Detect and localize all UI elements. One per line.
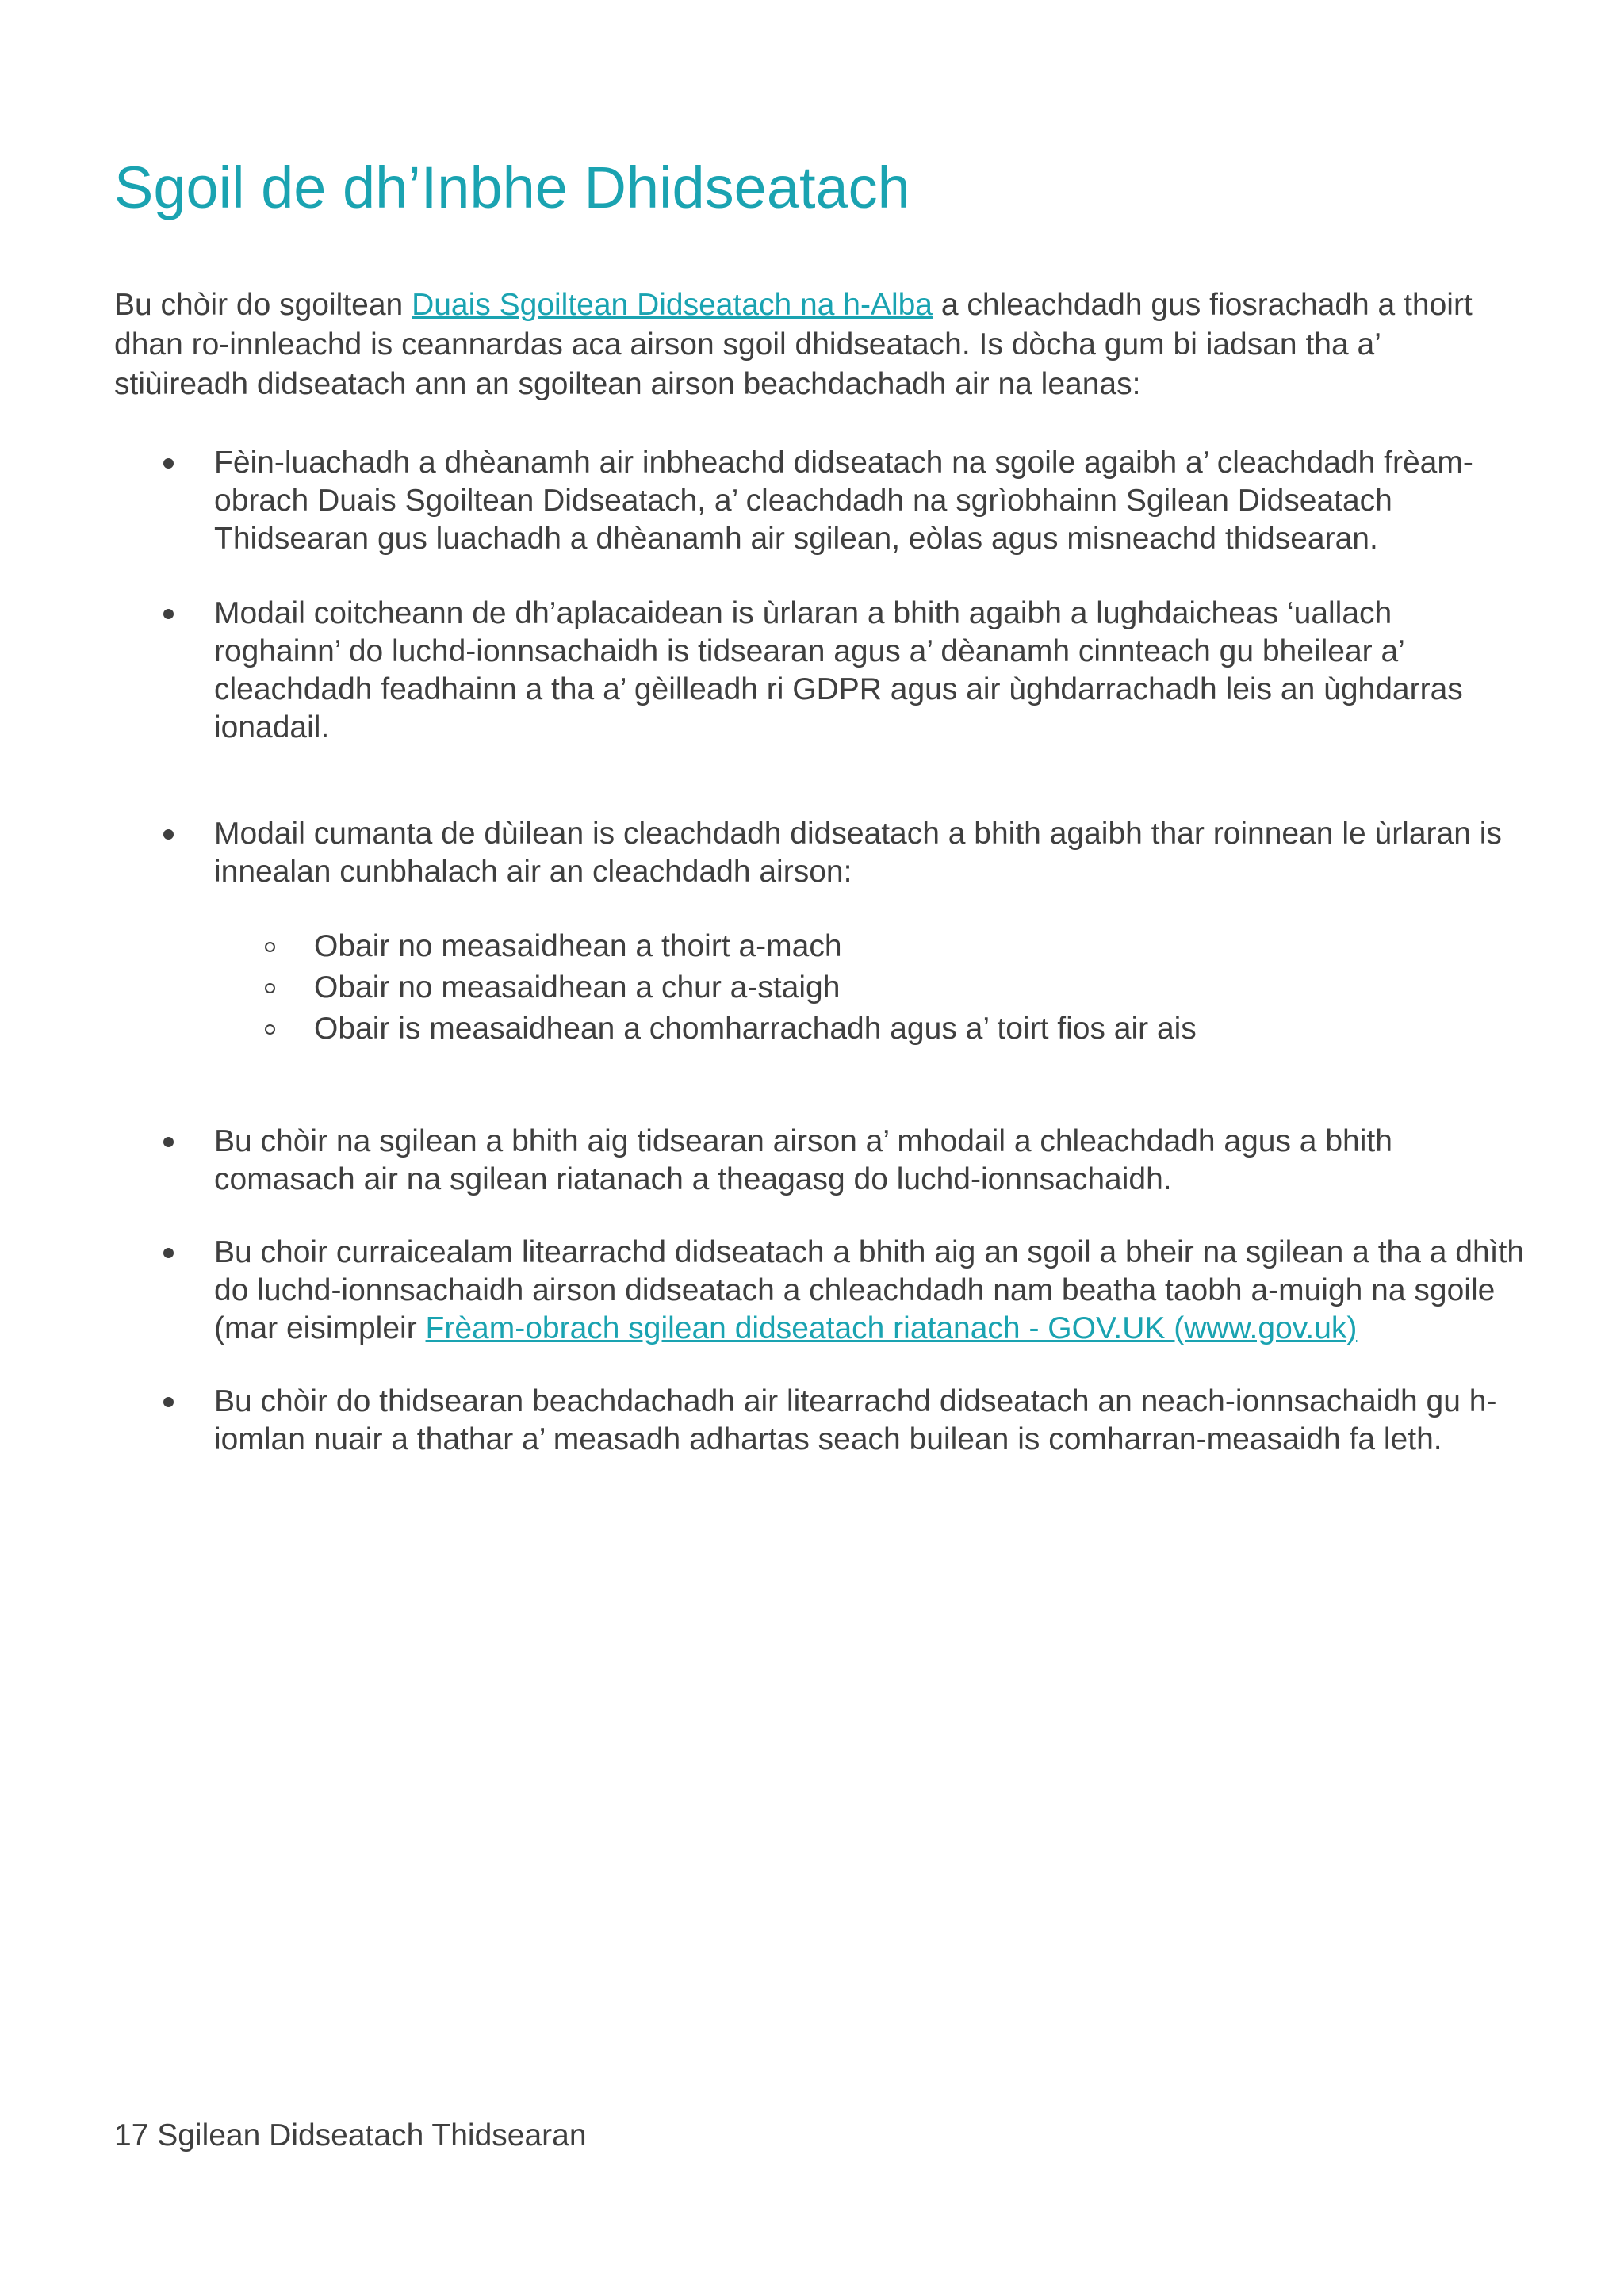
circle-bullet-icon [265,983,275,993]
bullet-icon [163,1137,174,1147]
list-item [114,1383,1526,1459]
list-item-text: Modail coitcheann de dh’aplacaidean is ùrlaran a bhith agaibh a lughdaicheas ‘uallach roghainn’ do luchd-ionnsachaidh is tidsearan agus a’ dèanamh cinnteach gu bheilear a’ cleachdadh feadhainn a tha a’ gèilleadh ri GDPR agus air ùghdarrachadh leis an ùghdarras ionadail. [214,596,1463,744]
sub-list-item [214,967,1526,1008]
bullet-icon [163,1248,174,1258]
intro-paragraph [114,285,1510,404]
intro-text-before: Bu chòir do sgoiltean [114,288,412,322]
essential-digital-skills-link[interactable]: Frèam-obrach sgilean didseatach riatanach - GOV.UK (www.gov.uk) [425,1311,1358,1345]
list-item [114,444,1526,558]
list-item [114,1234,1526,1348]
list-item-text: Modail cumanta de dùilean is cleachdadh didseatach a bhith agaibh thar roinnean le ùrlaran is innealan cunbhalach air an cleachdadh airson: [214,817,1502,889]
page-title: Sgoil de dh’Inbhe Dhidseatach [114,155,910,220]
intro-text-after: a chleachdadh gus fiosrachadh a thoirt dhan ro-innleachd is ceannardas aca airson sgoil dhidseatach. Is dòcha gum bi iadsan tha a’ stiùireadh didseatach ann an sgoiltean airson beachdachadh air na leanas: [114,288,1473,401]
bullet-list [114,444,1526,1459]
bullet-icon [163,829,174,840]
list-item [114,595,1526,747]
bullet-icon [163,609,174,619]
bullet-icon [163,458,174,469]
list-item-text: Fèin-luachadh a dhèanamh air inbheachd didseatach na sgoile agaibh a’ cleachdadh frèam-obrach Duais Sgoiltean Didseatach, a’ cleachdadh na sgrìobhainn Sgilean Didseatach Thidsearan gus luachadh a dhèanamh air sgilean, eòlas agus misneachd thidsearan. [214,446,1473,556]
sub-list-item-text: Obair is measaidhean a chomharrachadh agus a’ toirt fios air ais [314,1012,1197,1046]
sub-list-item-text: Obair no measaidhean a chur a-staigh [314,970,841,1004]
list-item [114,815,1526,1050]
page-footer: 17 Sgilean Didseatach Thidsearan [114,2118,587,2152]
list-item-text: Bu chòir na sgilean a bhith aig tidsearan airson a’ mhodail a chleachdadh agus a bhith comasach air na sgilean riatanach a theagasg do luchd-ionnsachaidh. [214,1124,1392,1196]
list-item-text: Bu chòir do thidsearan beachdachadh air litearrachd didseatach an neach-ionnsachaidh gu h-iomlan nuair a thathar a’ measadh adhartas seach builean is comharran-measaidh fa leth. [214,1384,1497,1456]
sub-list-item [214,926,1526,967]
sub-list [214,926,1526,1050]
list-item-text: Bu choir curraicealam litearrachd didseatach a bhith aig an sgoil a bheir na sgilean a tha a dhìth do luchd-ionnsachaidh airson didseatach a chleachdadh nam beatha taobh a-muigh na sgoile (mar eisimpleir [214,1235,1525,1345]
digital-schools-award-link[interactable]: Duais Sgoiltean Didseatach na h-Alba [412,288,933,322]
bullet-icon [163,1397,174,1407]
sub-list-item [214,1008,1526,1050]
circle-bullet-icon [265,1024,275,1035]
sub-list-item-text: Obair no measaidhean a thoirt a-mach [314,929,842,963]
circle-bullet-icon [265,942,275,952]
list-item [114,1123,1526,1199]
